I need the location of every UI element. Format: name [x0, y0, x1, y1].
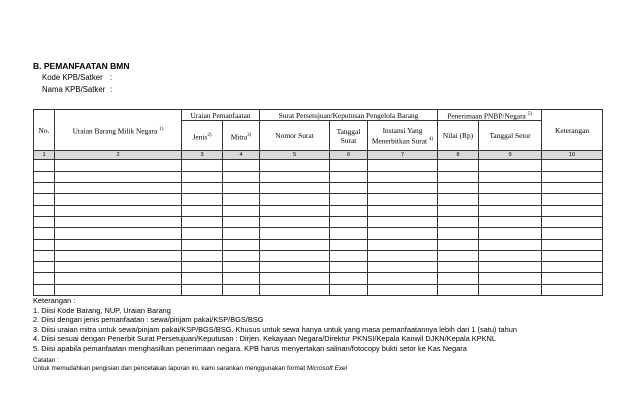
header-nomor-surat: Nomor Surat	[260, 121, 330, 151]
field-label: Kode KPB/Satker	[42, 73, 103, 82]
header-keterangan: Keterangan	[542, 110, 603, 151]
notes-section	[33, 296, 517, 354]
table-cell	[438, 183, 479, 194]
table-cell	[330, 205, 368, 216]
table-cell	[34, 239, 55, 250]
table-cell	[34, 284, 55, 295]
table-cell	[542, 250, 603, 261]
table-cell	[479, 216, 542, 227]
table-cell	[438, 239, 479, 250]
table-cell	[182, 160, 223, 171]
header-uraian-barang: Uraian Barang Milik Negara $^{1)}$	[55, 110, 182, 151]
field-colon: :	[110, 85, 113, 94]
field-nama-kpb	[42, 85, 113, 94]
table-cell	[34, 273, 55, 284]
table-cell	[438, 250, 479, 261]
table-cell	[260, 194, 330, 205]
column-number: 4	[223, 151, 260, 160]
table-cell	[368, 239, 438, 250]
table-cell	[182, 284, 223, 295]
table-row	[34, 273, 603, 284]
table-cell	[260, 160, 330, 171]
table-cell	[368, 194, 438, 205]
table-cell	[438, 216, 479, 227]
table-cell	[479, 250, 542, 261]
table-cell	[223, 273, 260, 284]
table-cell	[182, 239, 223, 250]
table-cell	[438, 205, 479, 216]
table-cell	[542, 194, 603, 205]
table-cell	[438, 284, 479, 295]
header-group-pemanfaatan: Uraian Pemanfaatan	[182, 110, 260, 121]
table-cell	[34, 183, 55, 194]
catatan-text: Untuk memudahkan pengisian dan pencetakan laporan ini, kami sarankan menggunakan format Microsoft Exel	[33, 364, 348, 372]
table-cell	[182, 216, 223, 227]
column-number: 6	[330, 151, 368, 160]
table-cell	[542, 183, 603, 194]
table-cell	[330, 160, 368, 171]
table-cell	[479, 273, 542, 284]
table-cell	[182, 273, 223, 284]
table-cell	[223, 228, 260, 239]
column-number: 5	[260, 151, 330, 160]
table-row	[34, 160, 603, 171]
note-item: 2. Diisi dengan jenis pemanfaatan : sewa/pinjam pakai/KSP/BGS/BSG	[33, 315, 264, 325]
table-cell	[55, 239, 182, 250]
table-cell	[182, 183, 223, 194]
table-cell	[330, 171, 368, 182]
column-number: 10	[542, 151, 603, 160]
table-cell	[182, 250, 223, 261]
table-cell	[223, 284, 260, 295]
table-cell	[55, 216, 182, 227]
note-item: 1. Diisi Kode Barang, NUP, Uraian Barang	[33, 305, 171, 315]
field-colon: :	[110, 73, 113, 82]
table-cell	[223, 160, 260, 171]
table-cell	[368, 273, 438, 284]
table-cell	[542, 171, 603, 182]
table-cell	[542, 160, 603, 171]
table-row	[34, 239, 603, 250]
header-mitra: Mitra$^{3)}$	[223, 121, 260, 151]
table-cell	[260, 171, 330, 182]
table-cell	[542, 216, 603, 227]
header-tanggal-surat: Tanggal Surat	[330, 121, 368, 151]
table-cell	[368, 160, 438, 171]
table-cell	[182, 228, 223, 239]
table-cell	[330, 250, 368, 261]
table-cell	[34, 194, 55, 205]
table-cell	[438, 273, 479, 284]
table-cell	[34, 171, 55, 182]
table-cell	[479, 183, 542, 194]
note-item: 4. Diisi sesuai dengan Penerbit Surat Persetujuan/Keputusan : Dirjen. Kekayaan Negara/Direktur PKNSI/Kepala Kanwil DJKN/Kepala KPKNL	[33, 334, 496, 344]
table-cell	[223, 239, 260, 250]
table-cell	[34, 228, 55, 239]
header-nilai: Nilai (Rp)	[438, 121, 479, 151]
column-number: 8	[438, 151, 479, 160]
table-cell	[542, 284, 603, 295]
table-cell	[55, 273, 182, 284]
table-cell	[479, 205, 542, 216]
table-cell	[34, 160, 55, 171]
table-cell	[260, 183, 330, 194]
pemanfaatan-table	[33, 109, 603, 296]
table-row	[34, 183, 603, 194]
table-row	[34, 262, 603, 273]
table-cell	[479, 194, 542, 205]
column-number: 7	[368, 151, 438, 160]
data-rows	[34, 160, 603, 296]
table-cell	[330, 284, 368, 295]
table-cell	[542, 205, 603, 216]
table-row	[34, 205, 603, 216]
table-cell	[55, 250, 182, 261]
table-row	[34, 216, 603, 227]
table-cell	[542, 273, 603, 284]
table-cell	[182, 205, 223, 216]
table-cell	[55, 194, 182, 205]
table-row	[34, 250, 603, 261]
column-number-row	[34, 151, 603, 160]
table-cell	[479, 239, 542, 250]
table-cell	[368, 250, 438, 261]
table-cell	[479, 160, 542, 171]
table-cell	[260, 228, 330, 239]
table-cell	[55, 284, 182, 295]
catatan-heading: Catatan :	[33, 357, 59, 364]
table-cell	[438, 171, 479, 182]
table-cell	[330, 228, 368, 239]
table-cell	[368, 284, 438, 295]
table-cell	[260, 205, 330, 216]
header-group-penerimaan: Penerimaan PNBP/Negara $^{5)}$	[438, 110, 542, 121]
section-title: B. PEMANFAATAN BMN	[33, 61, 130, 71]
table-cell	[55, 228, 182, 239]
column-number: 9	[479, 151, 542, 160]
table-cell	[223, 171, 260, 182]
table-row	[34, 284, 603, 295]
table-cell	[479, 262, 542, 273]
table-cell	[330, 239, 368, 250]
catatan-section	[33, 357, 347, 373]
table-cell	[182, 171, 223, 182]
table-cell	[330, 194, 368, 205]
table-cell	[34, 250, 55, 261]
header-instansi: Instansi Yang Menerbitkan Surat $^{4)}$	[368, 121, 438, 151]
table-cell	[479, 171, 542, 182]
table-cell	[182, 194, 223, 205]
table-cell	[260, 284, 330, 295]
table-cell	[260, 250, 330, 261]
table-cell	[34, 262, 55, 273]
table-cell	[542, 239, 603, 250]
table-cell	[368, 228, 438, 239]
table-cell	[330, 216, 368, 227]
table-cell	[182, 262, 223, 273]
table-cell	[330, 262, 368, 273]
table-cell	[223, 183, 260, 194]
field-label: Nama KPB/Satker	[42, 85, 106, 94]
table-row	[34, 228, 603, 239]
table-cell	[330, 273, 368, 284]
table-cell	[438, 228, 479, 239]
note-item: 5. Diisi apabila pemanfaatan menghasilkan penerimaan negara. KPB harus menyertakan salinan/fotocopy bukti setor ke Kas Negara	[33, 343, 467, 353]
column-number: 1	[34, 151, 55, 160]
table-row	[34, 171, 603, 182]
table-cell	[260, 216, 330, 227]
table-cell	[223, 205, 260, 216]
table-cell	[260, 262, 330, 273]
table-cell	[479, 228, 542, 239]
table-cell	[34, 216, 55, 227]
table-cell	[479, 284, 542, 295]
header-tanggal-setor: Tanggal Setor	[479, 121, 542, 151]
table-cell	[55, 160, 182, 171]
table-cell	[438, 194, 479, 205]
table-cell	[260, 239, 330, 250]
table-cell	[542, 262, 603, 273]
table-cell	[223, 262, 260, 273]
table-cell	[55, 262, 182, 273]
table-cell	[260, 273, 330, 284]
table-cell	[55, 183, 182, 194]
field-kode-kpb	[42, 73, 113, 82]
table-cell	[368, 171, 438, 182]
table-cell	[55, 205, 182, 216]
table-row	[34, 194, 603, 205]
table-cell	[368, 205, 438, 216]
note-item: 3. Diisi uraian mitra untuk sewa/pinjam pakai/KSP/BGS/BSG. Khusus untuk sewa hanya untuk yang masa pemanfaatannya lebih dari 1 (satu) tahun	[33, 324, 517, 334]
table-cell	[223, 216, 260, 227]
header-group-surat: Surat Persetujuan/Keputusan Pengelola Barang	[260, 110, 438, 121]
table-cell	[330, 183, 368, 194]
table-cell	[542, 228, 603, 239]
table-cell	[438, 160, 479, 171]
table-cell	[34, 205, 55, 216]
table-cell	[368, 183, 438, 194]
notes-heading: Keterangan :	[33, 296, 76, 305]
table-cell	[223, 250, 260, 261]
column-number: 2	[55, 151, 182, 160]
table-cell	[368, 262, 438, 273]
table-cell	[223, 194, 260, 205]
column-number: 3	[182, 151, 223, 160]
table-cell	[438, 262, 479, 273]
header-no: No.	[34, 110, 55, 151]
table-cell	[368, 216, 438, 227]
table-cell	[55, 171, 182, 182]
header-jenis: Jenis$^{2)}$	[182, 121, 223, 151]
